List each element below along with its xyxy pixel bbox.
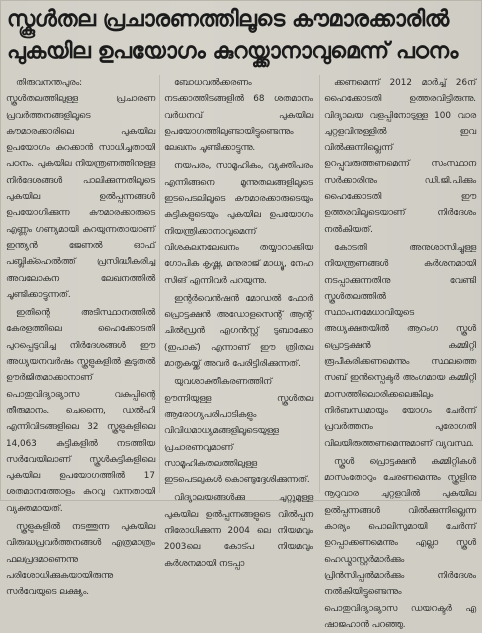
paragraph: യുവശാക്തീകരണത്തിന് ഊന്നിയുള്ള സ്കൂൾതല ആരോഗ്യപരിപാടികളും വിവിധമാധ്യമങ്ങളിലൂടെയുള്ള പ്രചാരണവുമാണ് സാമൂഹികതലത്തിലുള്ള ഇടപെടലുകൾ കൊണ്ടുദ്ദേശിക്കുന്നത്. xyxy=(164,377,313,486)
headline-line-2: പുകയില ഉപയോഗം കുറയ്ക്കാനാവുമെന്ന് പഠനം xyxy=(7,39,458,64)
paragraph: സ്കൂളുകളിൽ നടത്തുന്ന പുകയില വിരുദ്ധപ്രവർത്തനങ്ങൾ എത്രമാത്രം ഫലപ്രദമാണെന്നു പരിശോധിക്കുകയായിരുന്നു സർവേയുടെ ലക്ഷ്യം. xyxy=(6,522,155,598)
article-column-3 xyxy=(324,75,476,630)
paragraph: ക്കണമെന്ന് 2012 മാർച്ച് 26ന് ഹൈക്കോടതി ഉത്തരവിട്ടിരുന്നു. വിദ്യാലയ വളപ്പിനോടുള്ള 100 വാര ചുറ്റളവിനുള്ളിൽ ഇവ വിൽക്കുന്നില്ലെന്ന് ഉറപ്പുവരുത്തണമെന്ന് സംസ്ഥാന സർക്കാരിനും ഡി.ജി.പിക്കും ഹൈക്കോടതി ഈ ഉത്തരവിലൂടെയാണ് നിർദേശം നൽകിയത്. xyxy=(324,78,476,235)
headline xyxy=(7,5,477,66)
paragraph: തിരുവനന്തപുരം: സ്കൂൾതലത്തിലുള്ള പ്രചാരണ പ്രവർത്തനങ്ങളിലൂടെ കൗമാരക്കാരിലെ പുകയില ഉപയോഗം കുറക്കാൻ സാധിച്ചതായി പഠനം. പുകയില നിയന്ത്രണത്തിനുള്ള നിർദേശങ്ങൾ പാലിക്കുന്നതിലൂടെ പുകയില ഉൽപ്പന്നങ്ങൾ ഉപയോഗിക്കുന്ന കൗമാരക്കാരുടെ എണ്ണം ഗണ്യമായി കുറയുന്നതായാണ് ഇന്ത്യൻ ജേണൽ ഓഫ് പബ്ലിക്ഹെൽത്ത് പ്രസിദ്ധീകരിച്ച അവലോകന ലേഖനത്തിൽ ചൂണ്ടിക്കാട്ടുന്നത്. xyxy=(6,78,155,300)
paragraph: ബോധവൽക്കരണം നടക്കാത്തിടങ്ങളിൽ 68 ശതമാനം വർധനവ് പുകയില ഉപയോഗത്തിലുണ്ടായിട്ടുണ്ടെന്നും ലേഖനം ചൂണ്ടിക്കാട്ടുന്നു. xyxy=(164,78,313,154)
article-column-1 xyxy=(6,75,155,598)
paragraph: ഇതിന്റെ അടിസ്ഥാനത്തിൽ കേരളത്തിലെ ഹൈക്കോടതി പുറപ്പെടുവിച്ച നിർദേശങ്ങൾ ഈ അധ്യയനവർഷം സ്കൂളുകളിൽ കൂടുതൽ ഊർജിതമാക്കാനാണ് പൊതുവിദ്യാഭ്യാസ വകുപ്പിന്റെ തീരുമാനം. ചെന്നൈ, ഡൽഹി എന്നിവിടങ്ങളിലെ 32 സ്കൂളുകളിലെ 14,063 കുട്ടികളിൽ നടത്തിയ സർവേയിലാണ് സ്കൂൾകുട്ടികളിലെ പുകയില ഉപയോഗത്തിൽ 17 ശതമാനത്തോളം കുറവു വന്നതായി വ്യക്തമായത്. xyxy=(6,308,155,514)
paragraph: നയപരം, സാമൂഹികം, വ്യക്തിപരം എന്നിങ്ങനെ മൂന്നുതലങ്ങളിലൂടെ ഇടപെടലിലൂടെ കൗമാരക്കാരുടെയും കുട്ടികളുടെയും പുകയില ഉപയോഗം നിയന്ത്രിക്കാനാവുമെന്ന് വിശകലനലേഖനം തയ്യാറാക്കിയ ഗോപിക കൃഷ്ണ, മനുരാജ് മാധ്യൂ, നേഹ സിങ് എന്നിവർ പറയുന്നു. xyxy=(164,161,313,286)
paragraph: വിദ്യാലയങ്ങൾക്കു ചുറ്റുമുള്ള പുകയില ഉൽപ്പന്നങ്ങളുടെ വിൽപ്പന നിരോധിക്കുന്ന 2004 ലെ നിയമവും 2003ലെ കോട്പ നിയമവും കർശനമായി നടപ്പാ xyxy=(164,493,313,569)
article-column-2 xyxy=(164,75,313,569)
paragraph: കോടതി അനുശാസിച്ചുള്ള നിയന്ത്രണങ്ങൾ കർശനമായി നടപ്പാക്കുന്നതിനു വേണ്ടി സ്കൂൾതലത്തിൽ സ്ഥാപനമേധാവിയുടെ അധ്യക്ഷതയിൽ ആറംഗ സ്കൂൾ പ്രൊട്ടക്ഷൻ കമ്മിറ്റി രൂപീകരിക്കണമെന്നും സ്ഥലത്തെ സബ് ഇൻസ്പെക്ടർ അംഗമായ കമ്മിറ്റി മാസത്തിലൊരിക്കലെങ്കിലും നിർബന്ധമായും യോഗം ചേർന്ന് പ്രവർത്തനം പുരോഗതി വിലയിരുത്തണമെന്നുമാണ് വ്യവസ്ഥ. xyxy=(324,242,476,449)
paragraph: ഇന്റർവെൻഷൻ മോഡൽ ഫോർ പ്രൊട്ടക്ഷൻ അഡോളസെന്റ് ആന്റ് ചിൽഡ്രൻ എഗൻസ്റ്റ് ടുബാക്കോ (ഇപാക്) എന്നാണ് ഈ ത്രിതല മാതൃകയ്ക്ക് അവർ പേരിട്ടിരിക്കുന്നത്. xyxy=(164,293,313,370)
paragraph: സ്കൂൾ പ്രൊട്ടക്ഷൻ കമ്മിറ്റികൾ മാസംതോറും ചേരണമെന്നും സ്കൂളിനു നൂറുവാര ചുറ്റളവിൽ പുകയില ഉൽപ്പന്നങ്ങൾ വിൽക്കുന്നില്ലെന്ന കാര്യം പൊലിസുമായി ചേർന്ന് ഉറപ്പാക്കണമെന്നും എല്ലാ സ്കൂൾ ഹെഡ്മാസ്റ്റർമാർക്കും പ്രിൻസിപ്പൽമാർക്കും നിർദേശം നൽകിയിട്ടുണ്ടെന്നും പൊതുവിദ്യാഭ്യാസ ഡയറക്ടർ എ ഷാജഹാൻ പറഞ്ഞു. xyxy=(324,456,476,630)
column-divider xyxy=(319,75,320,493)
headline-line-1: സ്കൂൾതല പ്രചാരണത്തിലൂടെ കൗമാരക്കാരിൽ xyxy=(7,7,449,32)
column-divider xyxy=(159,75,160,493)
